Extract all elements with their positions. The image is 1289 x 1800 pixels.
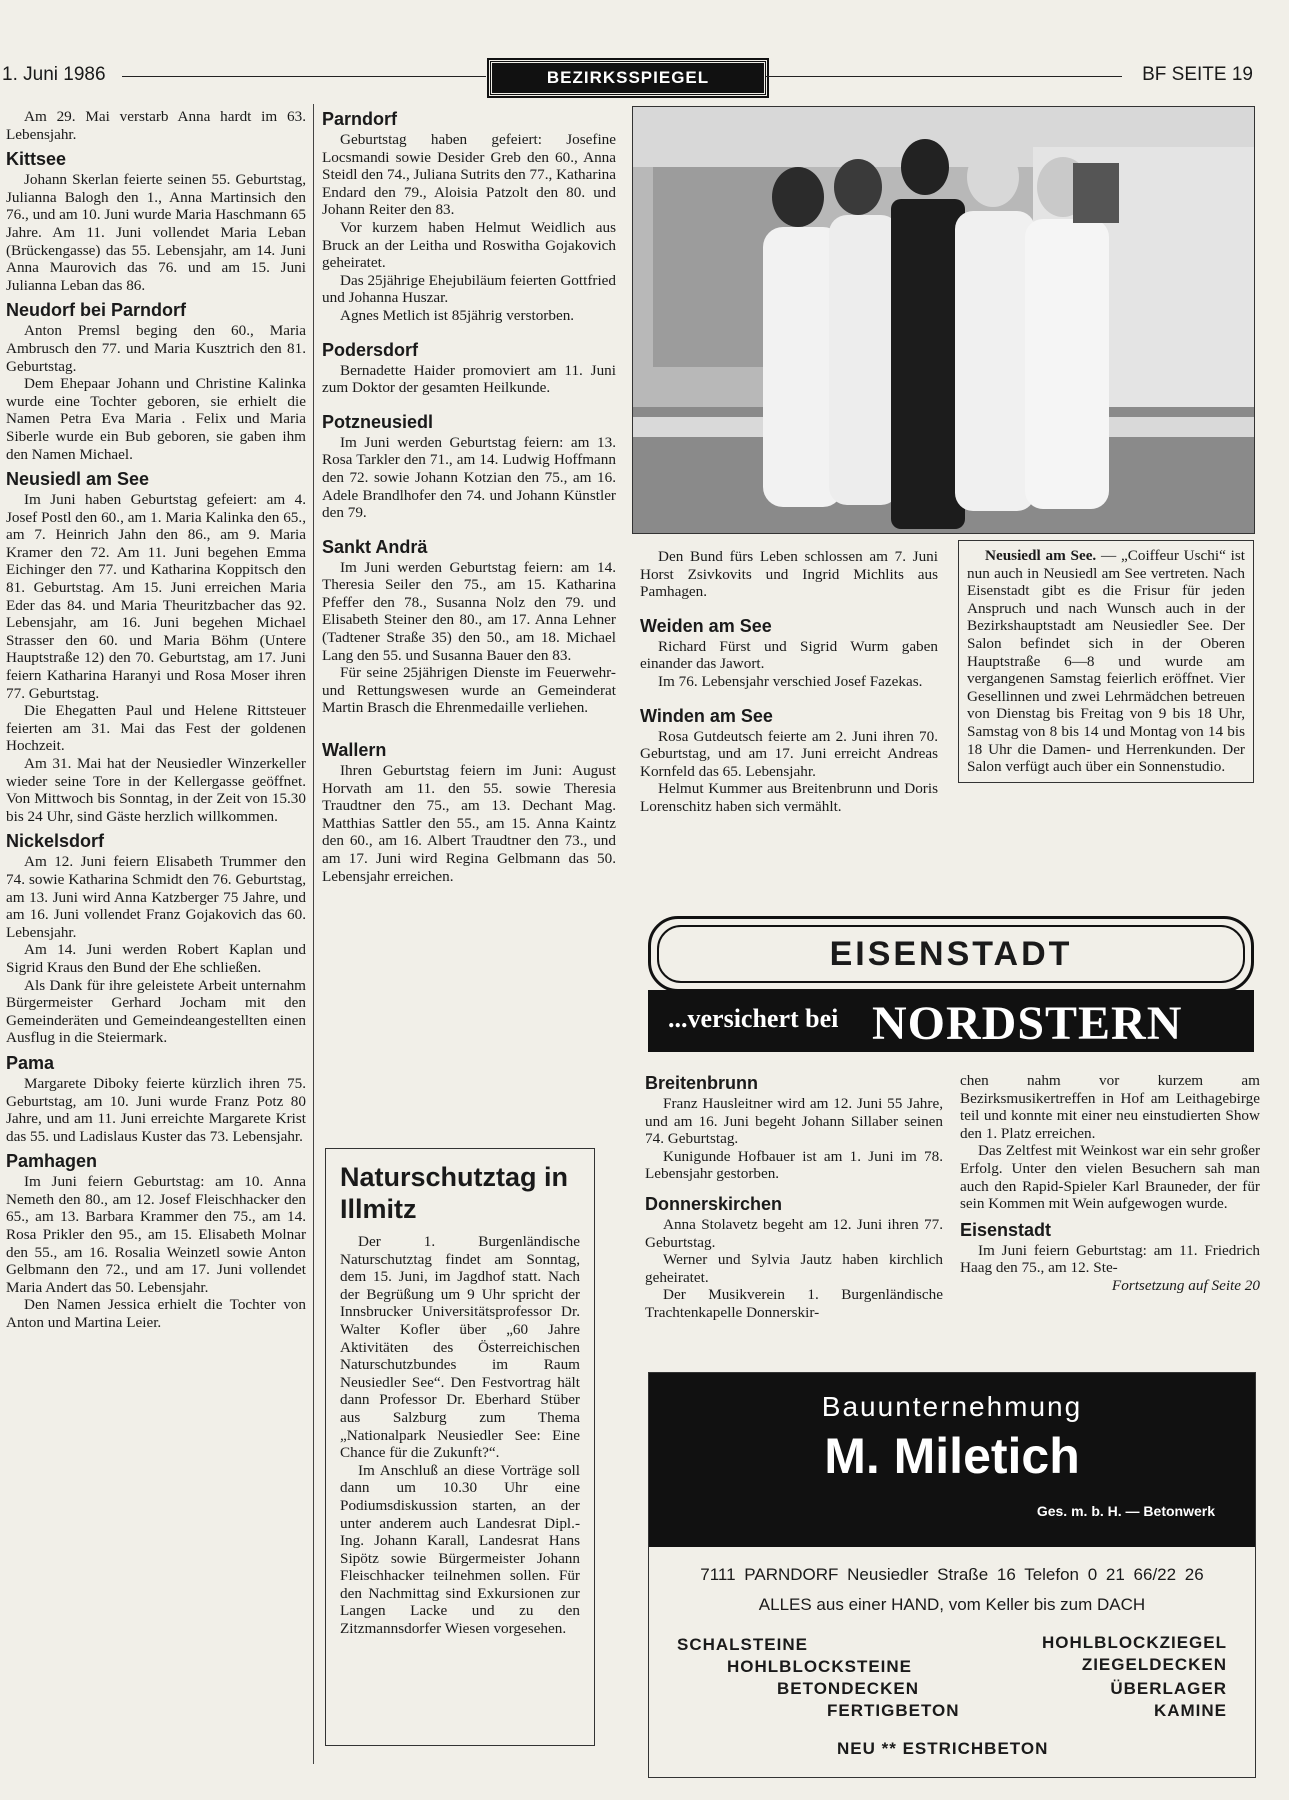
nordstern-ad-brand: NORDSTERN xyxy=(872,997,1183,1050)
heading-sankt-andra: Sankt Andrä xyxy=(322,536,428,557)
heading-podersdorf: Podersdorf xyxy=(322,339,419,360)
article-text: Anna Stolavetz begeht am 12. Juni ihren 77. Geburtstag. xyxy=(645,1215,943,1251)
naturschutztag-box xyxy=(325,1148,595,1746)
miletich-ad-slogan: ALLES aus einer HAND, vom Keller bis zum DACH xyxy=(758,1595,1146,1614)
column-4 xyxy=(645,1072,943,1322)
article-text: Im 76. Lebensjahr verschied Josef Fazekas. xyxy=(658,672,923,690)
heading-neusiedl: Neusiedl am See xyxy=(6,469,150,490)
article-text: Ihren Geburtstag feiern im Juni: August Horvath am 11. den 55. sowie Theresia Traudtner den 75., am 13. Dechant Mag. Matthias Sattler den 55., am 15. Anna Kaintz den 60., am 16. Albert Traudtner den 73., und am 17. Juni wird Regina Gelbmann das 50. Lebensjahr erreichen. xyxy=(322,762,616,885)
article-text: Johann Skerlan feierte seinen 55. Geburtstag, Julianna Balogh den 1., Anna Martinsich den 76., und am 10. Juni wurde Maria Haschmann 65 Jahre. Am 11. Juni vollendet Maria Leban (Brückengasse) das 55. Lebensjahr, am 14. Juni Anna Maurovich das 76. und am 15. Juni Julianna Leban das 86. xyxy=(6,171,306,294)
heading-kittsee: Kittsee xyxy=(6,149,67,170)
miletich-ad xyxy=(648,1372,1256,1778)
header-rule-left xyxy=(122,76,486,77)
article-text: Am 31. Mai hat der Neusiedler Winzerkeller wieder seine Tore in der Kellergasse geöffnet. Von Mittwoch bis Sonntag, in der Zeit von 15.30 bis 24 Uhr, sind Gäste herzlich willkommen. xyxy=(6,755,306,825)
article-text: Für seine 25jährigen Dienste im Feuerwehr- und Rettungswesen wurde an Gemeinderat Martin Brasch die Ehrenmedaille verliehen. xyxy=(322,664,616,717)
miletich-ad-address: 7111 PARNDORF Neusiedler Straße 16 Telefon 0 21 66/22 26 xyxy=(700,1565,1204,1584)
product-item: ZIEGELDECKEN xyxy=(1081,1655,1227,1674)
article-text: Dem Ehepaar Johann und Christine Kalinka wurde eine Tochter geboren, sie erhielt die Namen Petra Eva Maria . Felix und Maria Siberle wurde ein Bub geboren, sie gaben ihm den Namen Michael. xyxy=(6,375,306,463)
miletich-ad-heading: Bauunternehmung xyxy=(821,1391,1083,1422)
article-text: Der Musikverein 1. Burgenländische Trachtenkapelle Donnerskir- xyxy=(645,1286,943,1321)
article-text: Margarete Diboky feierte kürzlich ihren 75. Geburtstag, am 10. Juni wurde Franz Potz 80 Jahre, und am 11. Juni erreichte Margarete Krist das 55. und Ladislaus Kuster das 73. Lebensjahr. xyxy=(6,1074,306,1145)
product-item: SCHALSTEINE xyxy=(677,1635,808,1654)
nordstern-ad-city: EISENSTADT xyxy=(657,925,1245,983)
nordstern-ad xyxy=(648,916,1254,1056)
photo-caption xyxy=(958,540,1254,783)
heading-wallern: Wallern xyxy=(322,740,387,761)
article-text: chen nahm vor kurzem am Bezirksmusikertreffen in Hof am Leithagebirge teil und konnte mit einer neu einstudierten Show den 1. Platz erreichen. xyxy=(960,1072,1260,1142)
article-text: Franz Hausleitner wird am 12. Juni 55 Jahre, und am 16. Juni begeht Johann Sillaber seinen 74. Geburtstag. xyxy=(645,1095,943,1148)
article-text: Anton Premsl beging den 60., Maria Ambrusch den 77. und Maria Kusztrich den 81. Geburtstag. xyxy=(6,322,306,375)
product-item: BETONDECKEN xyxy=(777,1679,919,1698)
miletich-ad-banner xyxy=(649,1373,1255,1547)
heading-potzneusiedl: Potzneusiedl xyxy=(322,411,434,432)
article-text: Im Juni werden Geburtstag feiern: am 13. Rosa Tarkler den 71., am 14. Ludwig Hoffmann den 72. sowie Johann Kotzian den 75., am 16. Adele Brandlhofer den 74. und Johann Künstler den 79. xyxy=(322,433,616,522)
caption-text: — „Coiffeur Uschi“ ist nun auch in Neusiedl am See vertreten. Nach Eisenstadt gibt es die Frisur für jeden Anspruch und nach Wunsch auch in der Bezirkshauptstadt am Neusiedler See. Der Salon befindet sich in der Oberen Hauptstraße 6—8 und wurde am vergangenen Samstag feierlich eröffnet. Vier Gesellinnen und zwei Lehrmädchen betreuen von Dienstag bis Freitag von 9 bis 18 Uhr, Samstag von 8 bis 14 und Montag von 14 bis 18 Uhr die Damen- und Herrenkunden. Der Salon verfügt auch über ein Sonnenstudio. xyxy=(967,547,1245,776)
product-item-new: NEU ** ESTRICHBETON xyxy=(837,1739,1049,1758)
heading-winden: Winden am See xyxy=(640,705,773,726)
article-text: Am 14. Juni werden Robert Kaplan und Sigrid Kraus den Bund der Ehe schließen. xyxy=(6,941,306,976)
heading-nickelsdorf: Nickelsdorf xyxy=(6,831,105,852)
continuation-note: Fortsetzung auf Seite 20 xyxy=(1111,1276,1260,1294)
column-divider xyxy=(313,104,314,1764)
article-text: Das 25jährige Ehejubiläum feierten Gottfried und Johanna Huszar. xyxy=(322,271,616,307)
article-text: Richard Fürst und Sigrid Wurm gaben einander das Jawort. xyxy=(640,637,938,673)
issue-date: 1. Juni 1986 xyxy=(2,64,106,85)
article-text: Am 29. Mai verstarb Anna hardt im 63. Lebensjahr. xyxy=(6,108,306,143)
section-title: BEZIRKSSPIEGEL xyxy=(489,60,767,96)
product-item: ÜBERLAGER xyxy=(1110,1679,1227,1698)
heading-donnerskirchen: Donnerskirchen xyxy=(645,1193,783,1214)
article-text: Der 1. Burgenländische Naturschutztag findet am Sonntag, dem 15. Juni, im Jagdhof statt. Nach der Begrüßung um 9 Uhr spricht der Innsbrucker Universitätsprofessor Dr. Walter Kofler über „60 Jahre Aktivitäten des Österreichischen Naturschutzbundes im Raum Neusiedler See“. Den Festvortrag hält dann Professor Dr. Eberhard Stüber aus Salzburg zum Thema „Nationalpark Neusiedler See: Eine Chance für die Zukunft?“. xyxy=(340,1233,580,1462)
article-text: Als Dank für ihre geleistete Arbeit unternahm Bürgermeister Gerhard Jocham mit den Gemeinderäten und Gemeindeangestellten einen Ausflug in die Steiermark. xyxy=(6,976,306,1047)
heading-breitenbrunn: Breitenbrunn xyxy=(645,1073,759,1093)
article-text: Den Namen Jessica erhielt die Tochter von Anton und Martina Leier. xyxy=(6,1296,306,1332)
miletich-ad-subtitle: Ges. m. b. H. — Betonwerk xyxy=(1036,1503,1215,1519)
article-text: Im Anschluß an diese Vorträge soll dann um 10.30 Uhr eine Podiumsdiskussion starten, an der unter anderem auch Landesrat Dipl.-Ing. Johann Karall, Landesrat Hans Sipötz sowie Bürgermeister Johann Fleischhacker teilnehmen sollen. Für den Nachmittag sind Exkursionen zur Langen Lacke und zu den Zitzmannsdorfer Wiesen vorgesehen. xyxy=(340,1461,580,1638)
article-text: Im Juni feiern Geburtstag: am 11. Friedrich Haag den 75., am 12. Ste- xyxy=(960,1241,1260,1277)
article-text: Im Juni feiern Geburtstag: am 10. Anna Nemeth den 80., am 12. Josef Fleischhacker den 65., am 13. Barbara Krammer den 75., am 14. Rosa Prikler den 95., am 15. Elisabeth Molnar den 55., am 16. Rosalia Weinzetl sowie Anton Gelbmann den 72., und am 17. Juni vollendet Maria Andert das 50. Lebensjahr. xyxy=(6,1173,306,1296)
article-text: Agnes Metlich ist 85jährig verstorben. xyxy=(340,306,575,324)
article-text: Vor kurzem haben Helmut Weidlich aus Bruck an der Leitha und Roswitha Gojakovich geheiratet. xyxy=(322,218,616,272)
article-text: Das Zeltfest mit Weinkost war ein sehr großer Erfolg. Unter den vielen Besuchern sah man auch den Rapid-Spieler Karl Brauneder, der für sein Kommen mit Wein aufgewogen wurde. xyxy=(960,1142,1260,1213)
article-text: Bernadette Haider promoviert am 11. Juni zum Doktor der gesamten Heilkunde. xyxy=(322,361,616,397)
heading-pamhagen: Pamhagen xyxy=(6,1151,98,1172)
product-item: FERTIGBETON xyxy=(827,1701,960,1720)
article-text: Geburtstag haben gefeiert: Josefine Locsmandi sowie Desider Greb den 60., Anna Steidl den 74., Juliana Sutrits den 77., Katharina Endard den 79., Aloisia Patzolt den 80. und Johann Reiter den 83. xyxy=(322,131,616,219)
product-item: HOHLBLOCKZIEGEL xyxy=(1042,1633,1227,1652)
salon-photo-illustration xyxy=(633,107,1254,533)
caption-lead: Neusiedl am See. xyxy=(985,547,1097,564)
column-2 xyxy=(322,108,616,885)
column-3 xyxy=(640,548,938,816)
article-text: Den Bund fürs Leben schlossen am 7. Juni Horst Zsivkovits und Ingrid Michlits aus Pamhagen. xyxy=(640,548,938,601)
article-text: Helmut Kummer aus Breitenbrunn und Doris Lorenschitz haben sich vermählt. xyxy=(640,780,938,815)
heading-weiden: Weiden am See xyxy=(640,615,772,636)
article-text: Am 12. Juni feiern Elisabeth Trummer den 74. sowie Katharina Schmidt den 76. Geburtstag, am 13. Juni wird Anna Katzberger 75 Jahre, und am 16. Juni vollendet Franz Gojakovich das 60. Lebensjahr. xyxy=(6,853,306,941)
product-item: KAMINE xyxy=(1153,1701,1227,1720)
header-rule-right xyxy=(766,76,1122,77)
heading-pama: Pama xyxy=(6,1052,55,1073)
column-1 xyxy=(6,108,306,1332)
column-5 xyxy=(960,1072,1260,1295)
heading-neudorf: Neudorf bei Parndorf xyxy=(6,300,187,321)
article-text: Die Ehegatten Paul und Helene Rittsteuer feierten am 31. Mai das Fest der goldenen Hochzeit. xyxy=(6,702,306,755)
article-text: Im Juni werden Geburtstag feiern: am 14. Theresia Seiler den 75., am 15. Katharina Pfeffer den 78., Susanna Nolz den 79. und Elisabeth Steiner den 80., am 17. Anna Lehner (Tadtener Straße 35) den 50., am 18. Michael Lang den 55. und Susanna Bauer den 83. xyxy=(322,558,616,664)
nordstern-ad-bottom xyxy=(648,990,1254,1052)
article-text: Im Juni haben Geburtstag gefeiert: am 4. Josef Postl den 60., am 1. Maria Kalinka den 65., am 7. Heinrich Jahn den 86., am 9. Maria Kramer den 72. Am 11. Juni begehen Emma Eichinger den 77. und Katharina Koppitsch den 81. Geburtstag. Am 15. Juni erreichen Maria Eder das 84. und Maria Theuritzbacher das 92. Lebensjahr, am 16. Juni begehen Michael Strasser den 60. und Maria Böhm (Untere Hauptstraße 12) den 70. Geburtstag, am 17. Juni feiern Katharina Haranyi und Rosa Moser ihren 77. Geburtstag. xyxy=(6,491,306,702)
page-number: BF SEITE 19 xyxy=(1142,64,1253,85)
heading-eisenstadt: Eisenstadt xyxy=(960,1219,1052,1240)
nordstern-ad-tagline: ...versichert bei xyxy=(668,1004,839,1033)
article-text: Werner und Sylvia Jautz haben kirchlich geheiratet. xyxy=(645,1251,943,1286)
heading-parndorf: Parndorf xyxy=(322,109,398,129)
product-item: HOHLBLOCKSTEINE xyxy=(727,1657,912,1676)
article-text: Rosa Gutdeutsch feierte am 2. Juni ihren 70. Geburtstag, und am 17. Juni erreicht Andreas Kornfeld das 65. Lebensjahr. xyxy=(640,727,938,780)
nordstern-ad-top xyxy=(648,916,1254,992)
article-text: Kunigunde Hofbauer ist am 1. Juni im 78. Lebensjahr gestorben. xyxy=(645,1147,943,1183)
naturschutztag-title: Naturschutztag in Illmitz xyxy=(340,1162,569,1224)
miletich-ad-firm: M. Miletich xyxy=(824,1428,1080,1484)
salon-photo xyxy=(632,106,1255,534)
